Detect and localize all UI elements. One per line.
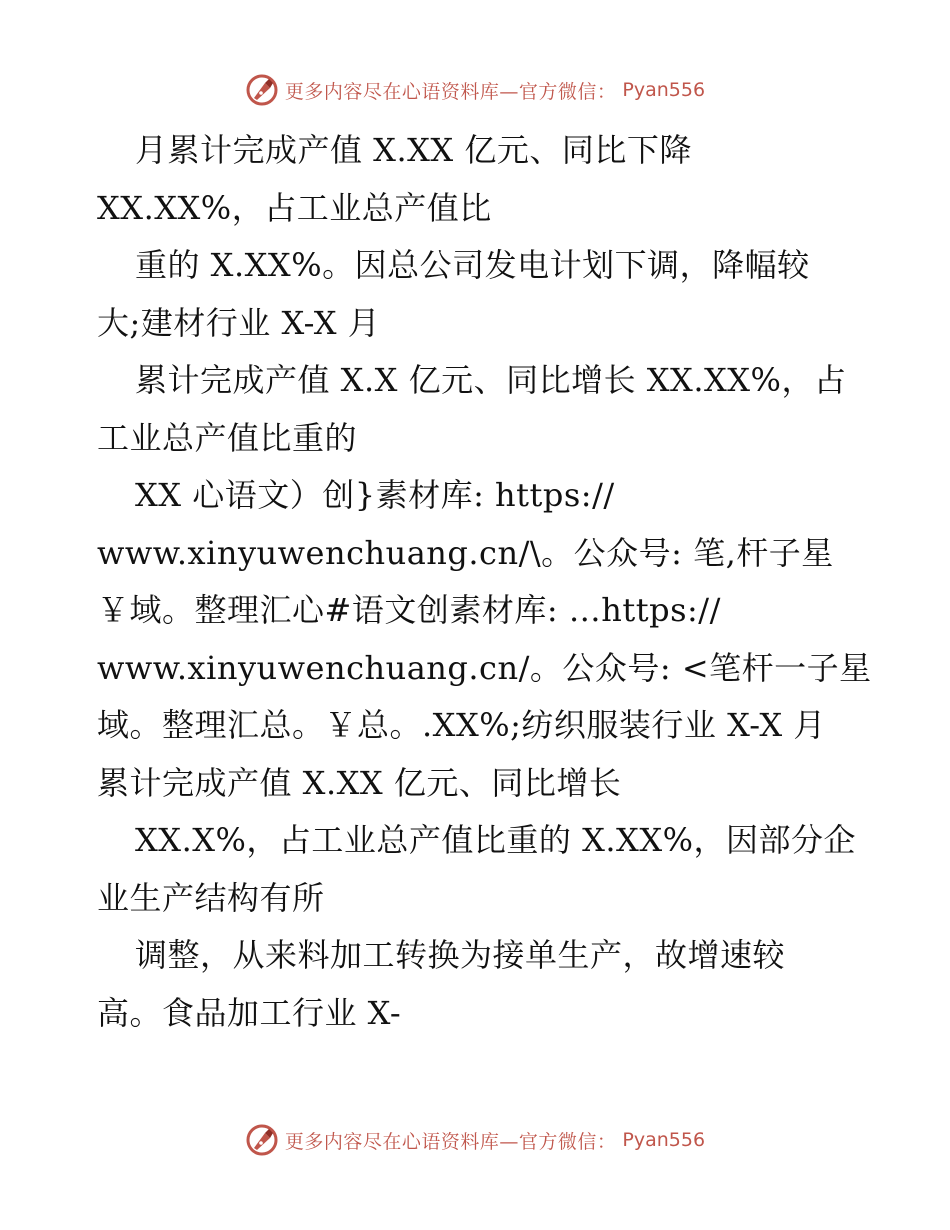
text-line: XX.X%，占工业总产值比重的 X.XX%，因部分企: [135, 821, 857, 859]
text-line: 域。整理汇总。￥总。.XX%;纺织服装行业 X-X 月: [97, 706, 826, 744]
text-line: 工业总产值比重的: [97, 418, 358, 457]
banner-text: 更多内容尽在心语资料库—官方微信：: [284, 80, 617, 103]
text-line: XX.XX%，占工业总产值比: [97, 188, 492, 227]
document-body: [97, 122, 872, 1042]
text-line: 累计完成产值 X.X 亿元、同比增长 XX.XX%，占: [135, 361, 847, 399]
header-banner: [0, 70, 950, 110]
text-line: 累计完成产值 X.XX 亿元、同比增长: [97, 763, 622, 802]
text-line: XX 心语文）创}素材库: https://: [135, 476, 615, 514]
pen-nib-logo-icon: [245, 1123, 279, 1157]
text-line: www.xinyuwenchuang.cn/。公众号: <笔杆一子星: [97, 648, 872, 687]
banner-text: 更多内容尽在心语资料库—官方微信：: [284, 1130, 617, 1153]
text-line: ￥域。整理汇心#语文创素材库: …https://: [97, 591, 721, 629]
footer-banner: [0, 1120, 950, 1160]
text-line: 重的 X.XX%。因总公司发电计划下调，降幅较: [135, 246, 810, 284]
banner-wechat-id: Pyan556: [622, 1129, 706, 1151]
text-line: 调整，从来料加工转换为接单生产，故增速较: [135, 936, 786, 974]
text-line: 业生产结构有所: [97, 878, 325, 917]
text-line: 大;建材行业 X-X 月: [97, 303, 381, 342]
pen-nib-logo-icon: [245, 73, 279, 107]
text-line: www.xinyuwenchuang.cn/\。公众号: 笔,杆子星: [97, 533, 834, 572]
text-line: 高。食品加工行业 X-: [97, 993, 402, 1032]
banner-wechat-id: Pyan556: [622, 79, 706, 101]
text-line: 月累计完成产值 X.XX 亿元、同比下降: [135, 131, 692, 169]
